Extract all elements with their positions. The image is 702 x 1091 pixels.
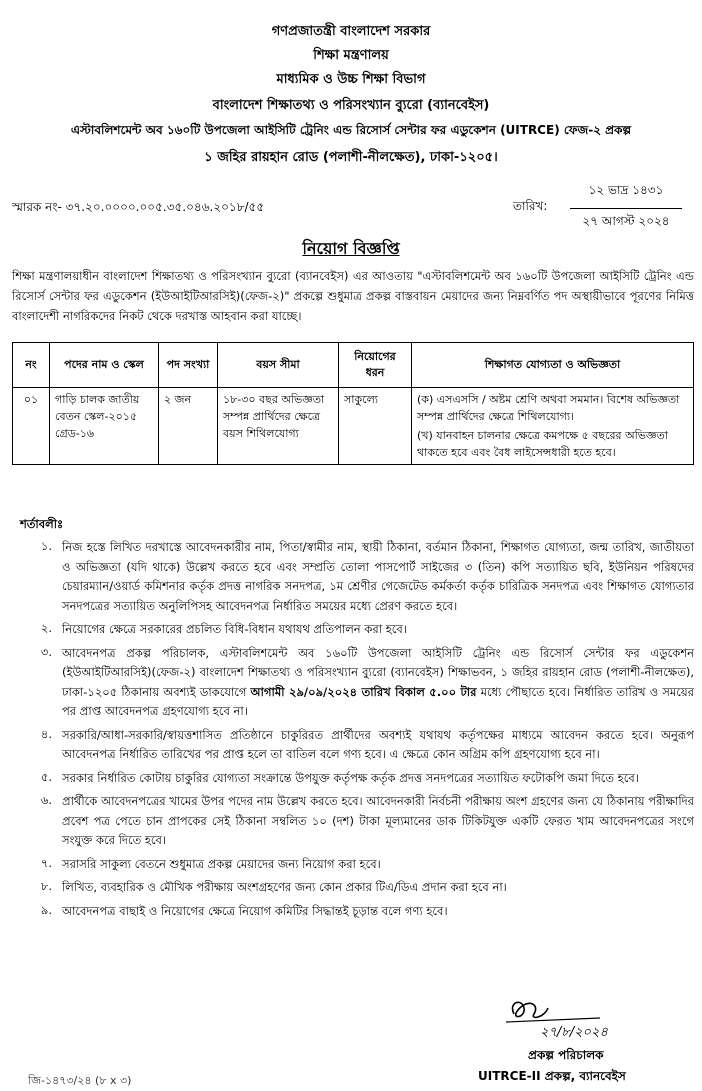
date-bangla: ১২ ভাদ্র ১৪৩১ — [588, 183, 664, 197]
term-number: ২. — [40, 621, 52, 635]
list-item — [14, 878, 694, 898]
intro-paragraph: শিক্ষা মন্ত্রণালয়াধীন বাংলাদেশ শিক্ষাতথ্য ও পরিসংখ্যান ব্যুরো (ব্যানবেইস) এর আওতায় "এস্টাবলিশমেন্ট অব ১৬০টি উপজেলা আইসিটি ট্রেনিং এন্ড রিসোর্স সেন্টার ফর এডুকেশন (ইউআইটিআরসিই)(ফেজ-২)" প্রকল্পে শুধুমাত্র প্রকল্প বাস্তবায়ন মেয়াদের জন্য নিম্নবর্ণিত পদ অস্থায়ীভাবে পূরণের নিমিত্ত বাংলাদেশী নাগরিকদের নিকট থেকে দরখাস্ত আহবান করা যাচ্ছে। — [12, 269, 694, 323]
header-count: পদ সংখ্যা — [159, 343, 218, 388]
print-code: জি-১৪৭৩/২৪ (৮ x ৩) — [28, 1074, 132, 1087]
term-number: ৮. — [40, 879, 52, 893]
cell-no: ০১ — [13, 388, 50, 465]
term-text: লিখিত, ব্যবহারিক ও মৌখিক পরীক্ষায় অংশগ্রহণের জন্য কোন প্রকার টিএ/ডিএ প্রদান করা হবে না। — [62, 880, 507, 894]
signatory-organization: UITRCE-II প্রকল্প, ব্যানবেইস — [478, 1069, 626, 1083]
term-text: সরাসরি সাকুল্য বেতনে শুধুমাত্র প্রকল্প মেয়াদের জন্য নিয়োগ করা হবে। — [62, 856, 381, 871]
term-number: ৫. — [40, 769, 52, 784]
term-text: সরকার নির্ধারিত কোটায় চাকুরির যোগ্যতা সংক্রান্তে উপযুক্ত কর্তৃপক্ষ কর্তৃক প্রদত্ত সনদপত্রের সত্যায়িত ফটোকপি জমা দিতে হবে। — [62, 770, 639, 785]
header-type: নিয়োগের ধরন — [339, 343, 412, 388]
header-ministry: শিক্ষা মন্ত্রণালয় — [313, 48, 389, 63]
list-item — [14, 644, 694, 722]
notice-title: নিয়োগ বিজ্ঞপ্তি — [302, 239, 400, 258]
term-number: ৬. — [40, 793, 52, 807]
terms-title: শর্তাবলীঃ — [20, 517, 64, 531]
date-english: ২৭ আগস্ট ২০২৪ — [582, 214, 670, 228]
signature-date: ২৭/৮/২০২৪ — [540, 1025, 608, 1040]
term-text-part: মধ্যে পৌছাতে হবে। নির্ধারিত তারিখ ও সময়ের পর প্রাপ্ত আবেদনপত্র গ্রহণযোগ্য হবে না। — [62, 684, 694, 718]
table-header-row — [13, 343, 694, 388]
header-qualification: শিক্ষাগত যোগ্যতা ও অভিজ্ঞতা — [412, 343, 694, 388]
header-government: গণপ্রজাতন্ত্রী বাংলাদেশ সরকার — [271, 24, 431, 39]
term-text: সরকারি/আধা-সরকারি/স্বায়ত্তশাসিত প্রতিষ্ঠানে চাকুরিরত প্রার্থীদের অবশ্যই যথাযথ কর্তৃপক্ষের মাধ্যমে আবেদন করতে হবে। অনুরূপ আবেদনপত্র নির্ধারিত তারিখের পর প্রাপ্ত হলে তা বাতিল বলে গণ্য হবে। এ ক্ষেত্রে কোন অগ্রিম কপি গ্রহণযোগ্য হবে না। — [62, 727, 694, 761]
deadline-text: আগামী ২৯/০৯/২০২৪ তারিখ বিকাল ৫.০০ টার — [250, 684, 477, 699]
term-number: ৪. — [40, 726, 52, 741]
memo-reference: স্মারক নং- ৩৭.২০.০০০০.০০৫.৩৫.০৪৬.২০১৮/৫৫ — [12, 200, 265, 214]
list-item — [14, 769, 694, 789]
term-text: আবেদনপত্র বাছাই ও নিয়োগের ক্ষেত্রে নিয়োগ কমিটির সিদ্ধান্তই চূড়ান্ত বলে গণ্য হবে। — [62, 903, 448, 918]
term-number: ৯. — [40, 902, 52, 917]
list-item — [14, 538, 694, 616]
table-row — [13, 388, 694, 465]
list-item — [14, 726, 694, 765]
header-no: নং — [13, 343, 50, 388]
term-text — [62, 644, 694, 722]
term-text: নিজ হস্তে লিখিত দরখাস্তে আবেদনকারীর নাম, পিতা/স্বামীর নাম, স্থায়ী ঠিকানা, বর্তমান ঠিকানা, শিক্ষাগত যোগ্যতা, জন্ম তারিখ, জাতীয়তা ও অভিজ্ঞতা (যদি থাকে) উল্লেখ করতে হবে এবং সম্প্রতি তোলা পাসপোর্ট সাইজের ৩ (তিন) কপি সত্যায়িত ছবি, ইউনিয়ন পরিষদের চেয়ারম্যান/ওয়ার্ড কমিশনার কর্তৃক প্রদত্ত নাগরিক সনদপত্র, ১ম শ্রেণীর গেজেটেড কর্মকর্তা কর্তৃক চারিত্রিক সনদপত্র এবং শিক্ষাগত যোগ্যতার সনদপত্রের সত্যায়িত অনুলিপিসহ আবেদনপত্র নির্ধারিত সময়ের মধ্যে প্রেরণ করতে হবে। — [62, 540, 694, 613]
list-item — [14, 855, 694, 875]
header-bureau: বাংলাদেশ শিক্ষাতথ্য ও পরিসংখ্যান ব্যুরো (ব্যানবেইস) — [212, 98, 490, 113]
list-item — [14, 902, 694, 922]
header-age: বয়স সীমা — [218, 343, 339, 388]
header-project: এস্টাবলিশমেন্ট অব ১৬০টি উপজেলা আইসিটি ট্রেনিং এন্ড রিসোর্স সেন্টার ফর এডুকেশন (UITRCE) ফেজ-২ প্রকল্প — [70, 123, 632, 137]
signatory-title: প্রকল্প পরিচালক — [528, 1048, 604, 1062]
date-divider — [570, 208, 682, 209]
cell-count: ২ জন — [159, 388, 218, 465]
header-post: পদের নাম ও স্কেল — [50, 343, 159, 388]
cell-post: গাড়ি চালক জাতীয় বেতন স্কেল-২০১৫ গ্রেড-১৬ — [50, 388, 159, 465]
list-item — [14, 620, 694, 640]
date-label: তারিখ: — [513, 199, 548, 213]
term-number: ৭. — [40, 855, 52, 870]
term-text: নিয়োগের ক্ষেত্রে সরকারের প্রচলিত বিধি-বিধান যথাযথ প্রতিপালন করা হবে। — [62, 622, 407, 636]
date-block — [570, 182, 682, 233]
cell-type: সাকুল্যে — [339, 388, 412, 465]
qualification-b: (খ) যানবাহন চালনার ক্ষেত্রে কমপক্ষে ৫ বছরের অভিজ্ঞতা থাকতে হবে এবং বৈধ লাইসেন্সধারী হতে হবে। — [417, 429, 668, 459]
cell-qualification — [412, 388, 694, 465]
header-division: মাধ্যমিক ও উচ্চ শিক্ষা বিভাগ — [276, 72, 426, 87]
term-text-part: আবেদনপত্র প্রকল্প পরিচালক, এস্টাবলিশমেন্ট অব ১৬০টি উপজেলা আইসিটি ট্রেনিং এন্ড রিসোর্স সেন্টার ফর এডুকেশন (ইউআইটিআরসিই)(ফেজ-২) বাংলাদেশ শিক্ষাতথ্য ও পরিসংখ্যান ব্যুরো (ব্যানবেইস) শিক্ষাভবন, ১ জহির রায়হান রোড (পলাশী-নীলক্ষেত), ঢাকা-১২০৫ ঠিকানায় অবশ্যই ডাকযোগে — [62, 645, 694, 699]
term-number: ১. — [40, 539, 52, 553]
list-item — [14, 792, 694, 851]
signature-image — [488, 992, 628, 1040]
vacancy-table — [12, 342, 694, 465]
term-number: ৩. — [40, 644, 52, 659]
header-address: ১ জহির রায়হান রোড (পলাশী-নীলক্ষেত), ঢাকা-১২০৫। — [204, 150, 498, 165]
cell-age: ১৮-৩০ বছর অভিজ্ঞতা সম্পন্ন প্রার্থিদের ক্ষেত্রে বয়স শিথিলযোগ্য — [218, 388, 339, 465]
qualification-a: (ক) এসএসসি / অষ্টম শ্রেণি অথবা সমমান। বিশেষ অভিজ্ঞতা সম্পন্ন প্রার্থিদের ক্ষেত্রে শিথিলযোগ্য। — [417, 393, 680, 423]
terms-list — [14, 538, 694, 925]
term-text: প্রার্থীকে আবেদনপত্রের খামের উপর পদের নাম উল্লেখ করতে হবে। আবেদনকারী নির্বচনী পরীক্ষায় অংশ গ্রহণের জন্য যে ঠিকানায় পরীক্ষাদির প্রবেশ পত্র পেতে চান প্রাপকের সেই ঠিকানা সম্বলিত ১০ (দশ) টাকা মূল্যমানের ডাক টিকিটযুক্ত একটি ফেরত খাম আবেদনপত্রের সংগে সংযুক্ত করে দিতে হবে। — [62, 794, 694, 847]
